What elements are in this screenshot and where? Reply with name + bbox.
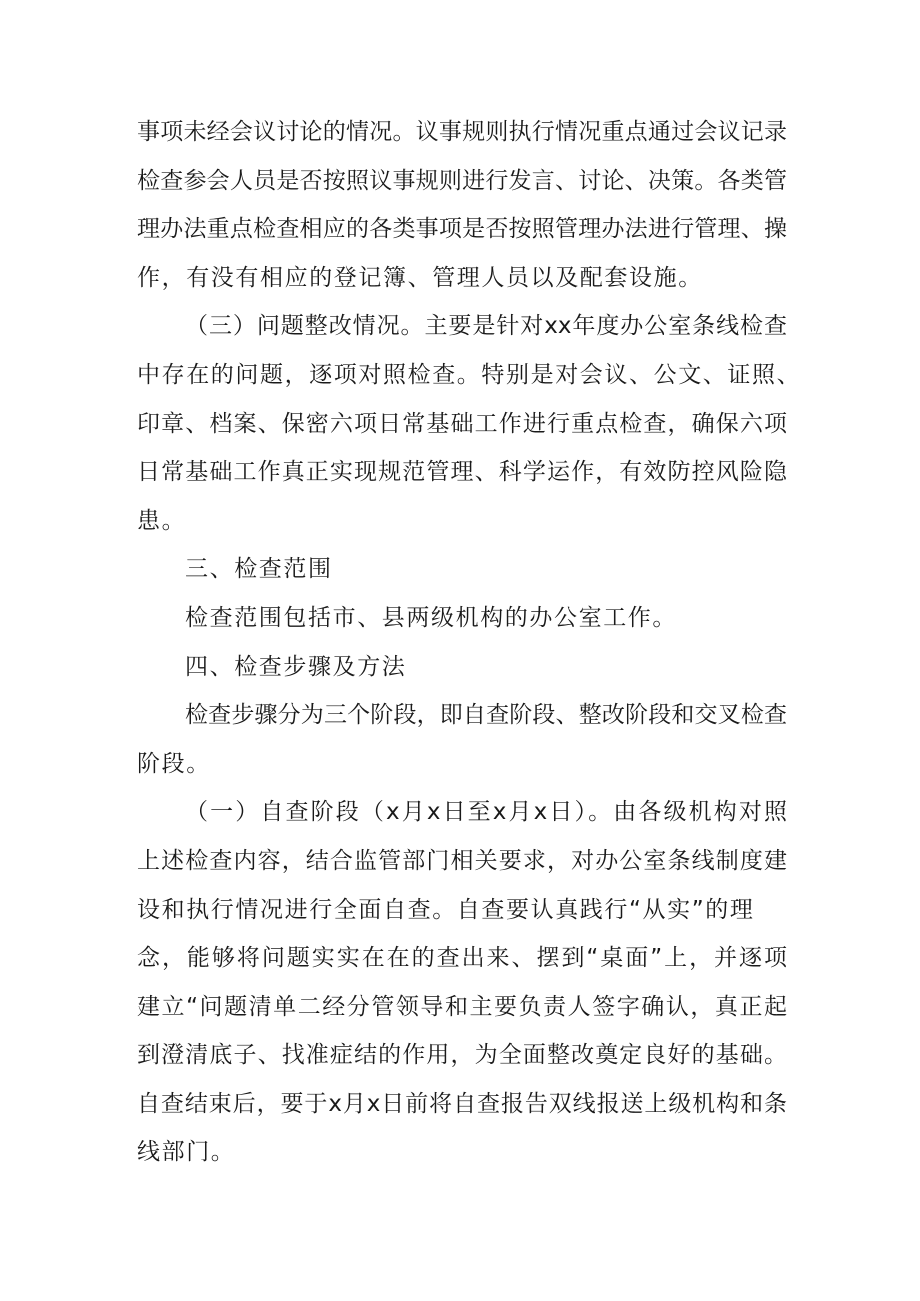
text-line: 上述检查内容，结合监管部门相关要求，对办公室条线制度建 bbox=[137, 847, 787, 874]
text-line: 四、检查步骤及方法 bbox=[185, 653, 407, 680]
text-line: 念，能够将问题实实在在的查出来、摆到“桌面”上，并逐项 bbox=[137, 945, 787, 972]
text-line: 检查范围包括市、县两级机构的办公室工作。 bbox=[185, 604, 677, 631]
text-line: 自查结束后，要于x月x日前将自查报告双线报送上级机构和条 bbox=[137, 1090, 787, 1117]
text-line: 建立“问题清单二经分管领导和主要负责人签字确认，真正起 bbox=[137, 993, 787, 1020]
text-line: 印章、档案、保密六项日常基础工作进行重点检查，确保六项 bbox=[137, 410, 787, 437]
text-line: 患。 bbox=[137, 507, 187, 534]
text-line: 线部门。 bbox=[137, 1139, 236, 1166]
text-line: 检查步骤分为三个阶段，即自查阶段、整改阶段和交叉检查 bbox=[185, 702, 787, 729]
text-line: 到澄清底子、找准症结的作用，为全面整改奠定良好的基础。 bbox=[137, 1042, 787, 1069]
text-line: 三、检查范围 bbox=[185, 556, 333, 583]
text-line: 事项未经会议讨论的情况。议事规则执行情况重点通过会议记录 bbox=[137, 119, 787, 145]
text-line: 日常基础工作真正实现规范管理、科学运作，有效防控风险隐 bbox=[137, 459, 787, 486]
text-line: （三）问题整改情况。主要是针对xx年度办公室条线检查 bbox=[185, 313, 787, 340]
text-line: 检查参会人员是否按照议事规则进行发言、讨论、决策。各类管 bbox=[137, 167, 787, 194]
text-line: （一）自查阶段（x月x日至x月x日）。由各级机构对照 bbox=[185, 799, 787, 826]
text-line: 作，有没有相应的登记簿、管理人员以及配套设施。 bbox=[137, 264, 703, 291]
document-body bbox=[137, 108, 802, 1177]
text-line: 理办法重点检查相应的各类事项是否按照管理办法进行管理、操 bbox=[137, 216, 787, 243]
text-line: 阶段。 bbox=[137, 750, 211, 777]
text-line: 设和执行情况进行全面自查。自查要认真践行“从实”的理 bbox=[137, 896, 755, 923]
text-line: 中存在的问题，逐项对照检查。特别是对会议、公文、证照、 bbox=[137, 361, 802, 388]
